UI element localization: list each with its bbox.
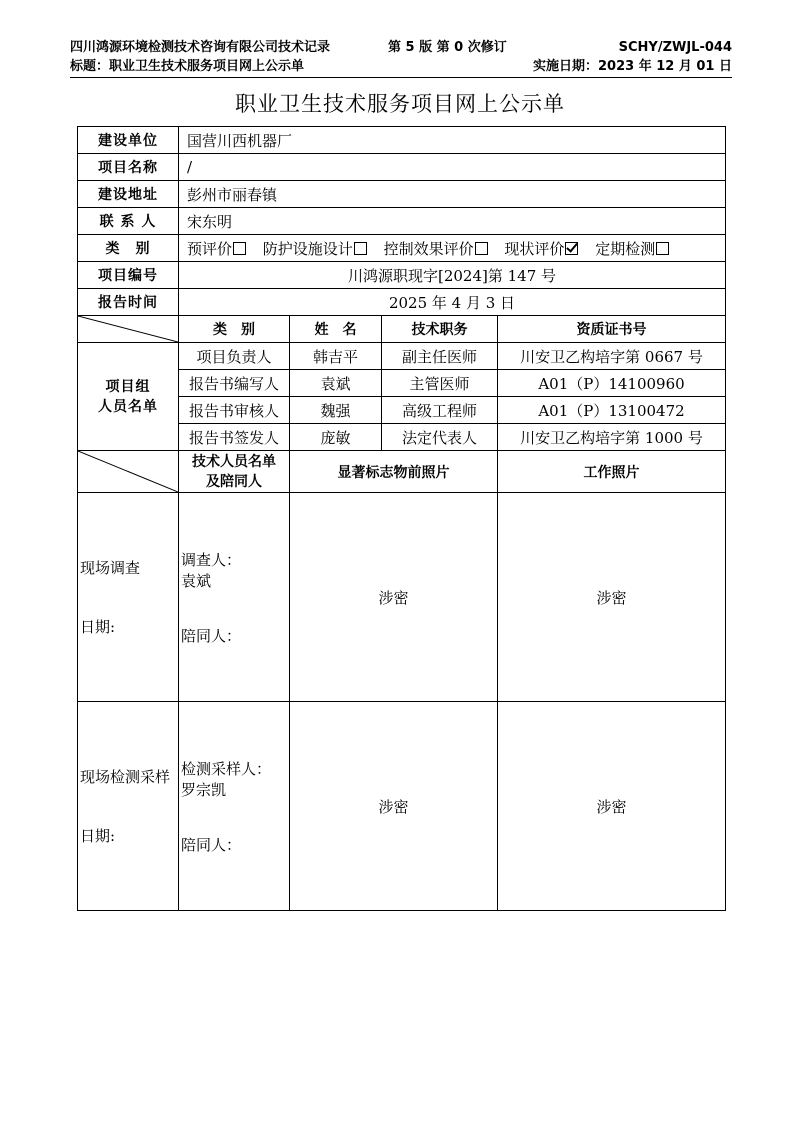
- sampling-photo-work: 涉密: [498, 702, 726, 911]
- version-label: 第 5 版 第 0 次修订: [388, 40, 507, 55]
- type-option[interactable]: [263, 240, 367, 258]
- diagonal-line: [78, 451, 178, 492]
- team-cell: A01（P）13100472: [498, 397, 726, 424]
- sampling-row: [78, 702, 726, 911]
- row-address: [78, 181, 726, 208]
- type-option[interactable]: [595, 240, 669, 258]
- unit-label: 建设单位: [78, 127, 179, 154]
- doc-subject: 标题：职业卫生技术服务项目网上公示单: [70, 59, 305, 74]
- address-label: 建设地址: [78, 181, 179, 208]
- team-cell: 韩吉平: [290, 343, 382, 370]
- type-option-label: 防护设施设计: [262, 239, 353, 258]
- survey-date-label: 日期:: [80, 618, 116, 636]
- team-col-title: 技术职务: [382, 316, 498, 343]
- photo-header-row: [78, 451, 726, 493]
- type-option[interactable]: [384, 240, 488, 258]
- team-cell: 高级工程师: [382, 397, 498, 424]
- row-contact: [78, 208, 726, 235]
- team-cell: 报告书签发人: [179, 424, 290, 451]
- survey-person-label: 调查人：: [181, 550, 242, 569]
- row-time: [78, 289, 726, 316]
- sampling-date-label: 日期:: [80, 827, 116, 845]
- team-group-label-line-2: 人员名单: [98, 398, 158, 415]
- diagonal-line: [78, 316, 178, 342]
- diagonal-cell: [78, 451, 179, 493]
- photo-col-work: 工作照片: [498, 451, 726, 493]
- team-cell: 川安卫乙构培字第 1000 号: [498, 424, 726, 451]
- checkbox-icon[interactable]: [656, 242, 669, 255]
- team-col-name: 姓 名: [290, 316, 382, 343]
- photo-col-staff-line-1: 技术人员名单: [192, 453, 276, 470]
- sampling-staff-cell: [179, 702, 290, 911]
- survey-person: 袁斌: [181, 571, 212, 590]
- team-cell: 副主任医师: [382, 343, 498, 370]
- page-title: 职业卫生技术服务项目网上公示单: [235, 92, 565, 116]
- type-option-label: 定期检测: [595, 239, 656, 258]
- company-name: 四川鸿源环境检测技术咨询有限公司技术记录: [70, 40, 331, 55]
- disclosure-form: [77, 126, 726, 911]
- team-cell: 主管医师: [382, 370, 498, 397]
- row-type: [78, 235, 726, 262]
- effective-date: 实施日期：2023 年 12 月 01 日: [533, 59, 732, 74]
- team-cell: A01（P）14100960: [498, 370, 726, 397]
- checkbox-icon[interactable]: [565, 242, 578, 255]
- type-option[interactable]: [187, 240, 246, 258]
- survey-companion-label: 陪同人：: [181, 626, 242, 645]
- sampling-label: 现场检测采样: [80, 768, 171, 786]
- team-cell: 报告书审核人: [179, 397, 290, 424]
- header-rule: [70, 77, 732, 78]
- survey-staff-cell: [179, 493, 290, 702]
- sampling-person-label: 检测采样人：: [181, 759, 272, 778]
- survey-row: [78, 493, 726, 702]
- checkbox-icon[interactable]: [475, 242, 488, 255]
- team-cell: 川安卫乙构培字第 0667 号: [498, 343, 726, 370]
- survey-photo-work: 涉密: [498, 493, 726, 702]
- row-name: [78, 154, 726, 181]
- checkbox-icon[interactable]: [354, 242, 367, 255]
- type-options: [179, 235, 726, 262]
- sampling-photo-landmark: 涉密: [290, 702, 498, 911]
- time-label: 报告时间: [78, 289, 179, 316]
- team-cell: 庞敏: [290, 424, 382, 451]
- photo-col-landmark: 显著标志物前照片: [290, 451, 498, 493]
- team-col-category: 类 别: [179, 316, 290, 343]
- type-option-label: 预评价: [187, 239, 233, 258]
- sampling-companion-label: 陪同人：: [181, 835, 242, 854]
- photo-col-staff: [179, 451, 290, 493]
- type-option[interactable]: [504, 240, 578, 258]
- time-value: 2025 年 4 月 3 日: [179, 289, 726, 316]
- photo-col-staff-line-2: 及陪同人: [206, 473, 262, 490]
- contact-label: 联 系 人: [78, 208, 179, 235]
- table-row: [78, 343, 726, 370]
- survey-label: 现场调查: [80, 559, 141, 577]
- survey-label-cell: [78, 493, 179, 702]
- address-value: 彭州市丽春镇: [179, 181, 726, 208]
- team-group-label: [78, 343, 179, 451]
- team-cell: 报告书编写人: [179, 370, 290, 397]
- number-value: 川鸿源职现字[2024]第 147 号: [179, 262, 726, 289]
- team-cell: 法定代表人: [382, 424, 498, 451]
- name-label: 项目名称: [78, 154, 179, 181]
- team-header-row: [78, 316, 726, 343]
- row-unit: [78, 127, 726, 154]
- unit-value: 国营川西机器厂: [179, 127, 726, 154]
- type-option-label: 控制效果评价: [383, 239, 474, 258]
- survey-photo-landmark: 涉密: [290, 493, 498, 702]
- doc-code: SCHY/ZWJL-044: [618, 40, 732, 55]
- team-cell: 魏强: [290, 397, 382, 424]
- sampling-person: 罗宗凯: [181, 780, 227, 799]
- checkbox-icon[interactable]: [233, 242, 246, 255]
- row-number: [78, 262, 726, 289]
- team-col-cert: 资质证书号: [498, 316, 726, 343]
- team-cell: 项目负责人: [179, 343, 290, 370]
- name-value: /: [179, 154, 726, 181]
- number-label: 项目编号: [78, 262, 179, 289]
- sampling-label-cell: [78, 702, 179, 911]
- contact-value: 宋东明: [179, 208, 726, 235]
- type-option-label: 现状评价: [504, 239, 565, 258]
- type-label: 类 别: [78, 235, 179, 262]
- team-group-label-line-1: 项目组: [105, 378, 151, 395]
- team-cell: 袁斌: [290, 370, 382, 397]
- diagonal-cell: [78, 316, 179, 343]
